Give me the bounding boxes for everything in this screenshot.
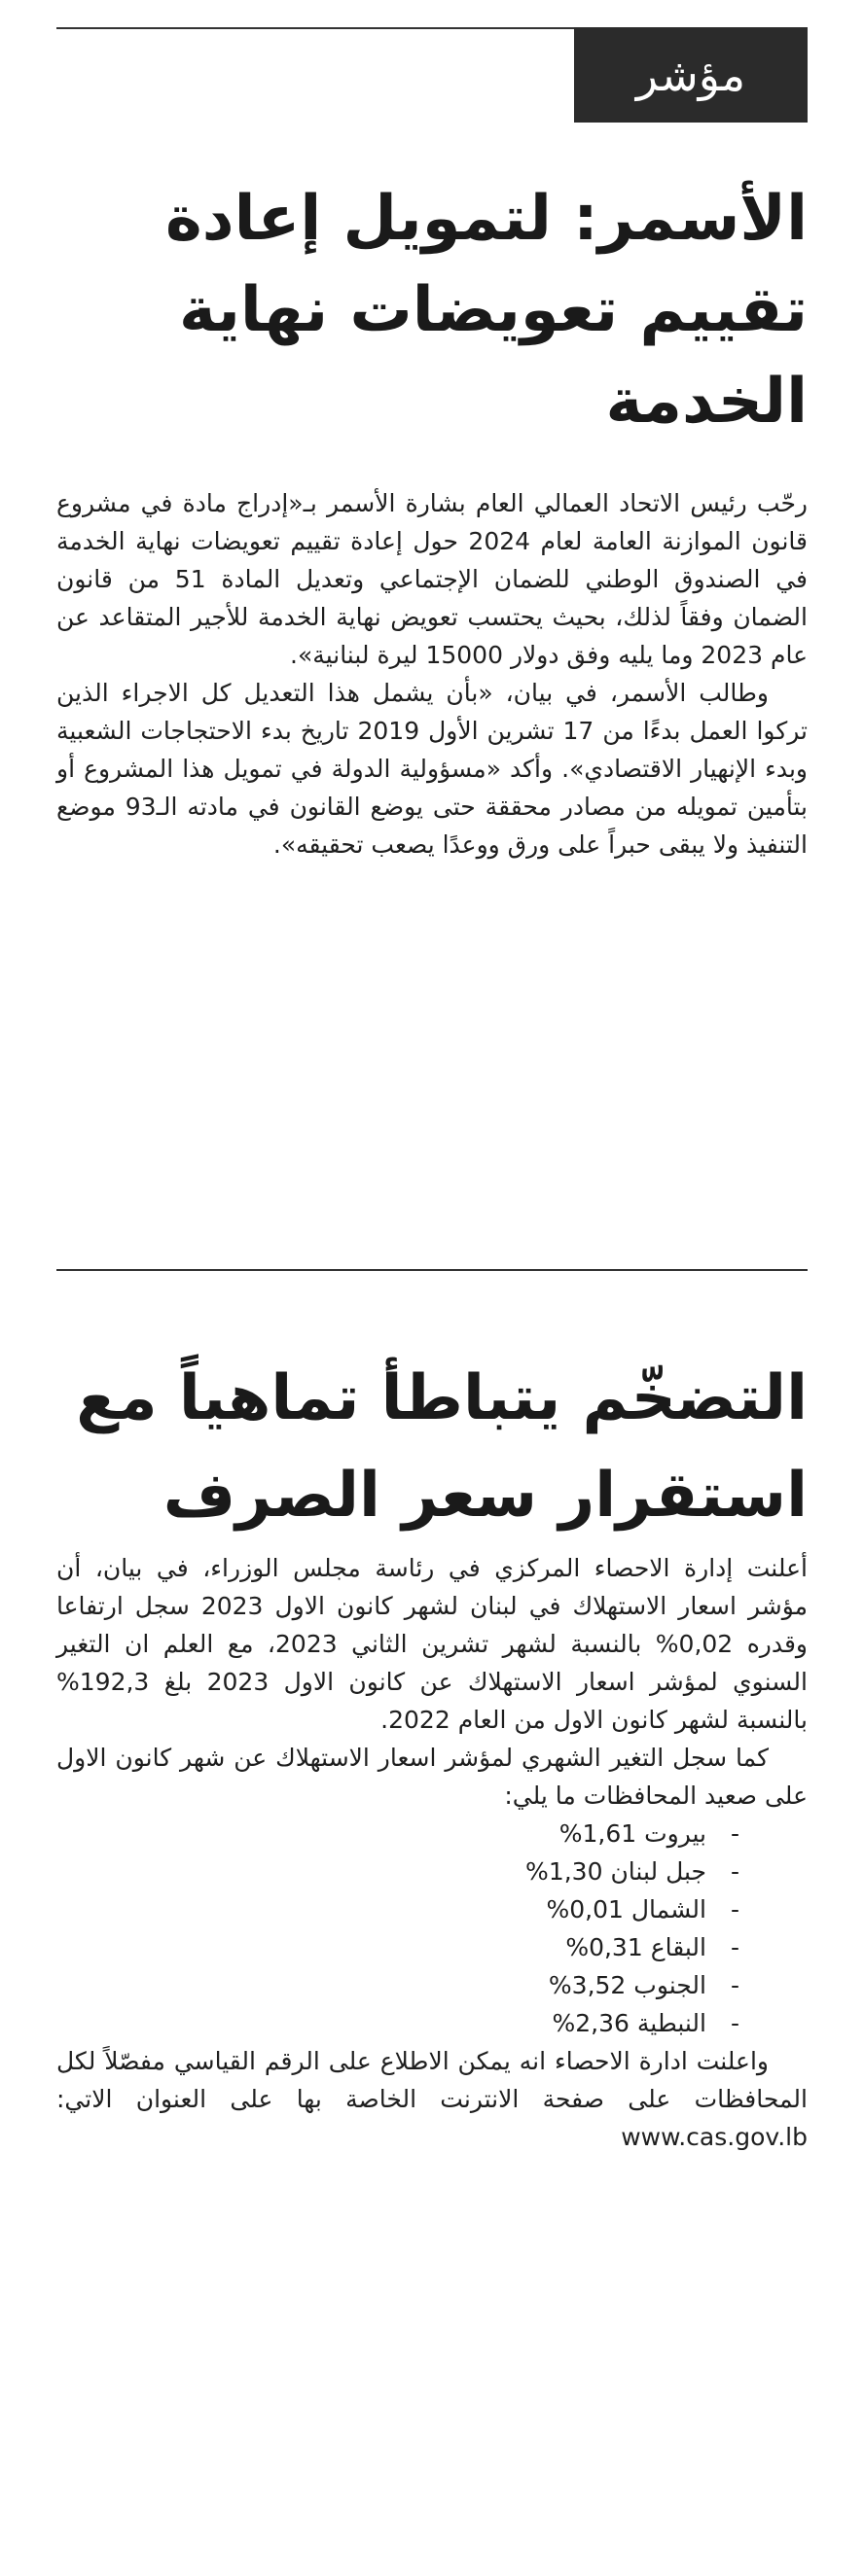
dash-bullet: - <box>730 1895 739 1923</box>
governorate-name: النبطية <box>636 2009 706 2037</box>
section-tag: مؤشر <box>574 27 808 123</box>
dash-bullet: - <box>730 1819 739 1848</box>
article1-paragraph-1: رحّب رئيس الاتحاد العمالي العام بشارة الأسمر بـ«إدراج مادة في مشروع قانون الموازنة العامة لعام 2024 حول إعادة تقييم تعويضات نهاية الخدمة في الصندوق الوطني للضمان الإجتماعي وتعديل المادة 51 من قانون الضمان وفقاً لذلك، بحيث يحتسب تعويض نهاية الخدمة للأجير المتقاعد عن عام 2023 وما يليه وفق دولار 15000 ليرة لبنانية». <box>56 489 808 669</box>
governorate-value: 2,36% <box>552 2009 630 2037</box>
governorate-item <box>56 1853 739 1890</box>
article2-headline: التضخّم يتباطأ تماهياً مع استقرار سعر الصرف <box>76 1362 808 1532</box>
article2-paragraph-2: كما سجل التغير الشهري لمؤشر اسعار الاستهلاك عن شهر كانون الاول على صعيد المحافظات ما يلي: <box>56 1744 808 1810</box>
dash-bullet: - <box>730 1857 739 1886</box>
article2-body <box>56 1549 808 2156</box>
newspaper-page <box>56 27 808 2576</box>
governorate-item <box>56 1890 739 1928</box>
governorate-value: 0,31% <box>565 1933 643 1961</box>
article2-paragraph-3 <box>56 2042 808 2156</box>
governorate-item <box>56 1928 739 1966</box>
governorate-item <box>56 1815 739 1853</box>
dash-bullet: - <box>730 2009 739 2037</box>
governorate-value: 3,52% <box>548 1971 627 1999</box>
governorate-value: 1,61% <box>558 1819 637 1848</box>
governorate-item <box>56 1966 739 2004</box>
article1-paragraph-2: وطالب الأسمر، في بيان، «بأن يشمل هذا التعديل كل الاجراء الذين تركوا العمل بدءًا من 17 تشرين الأول 2019 تاريخ بدء الاحتجاجات الشعبية وبدء الإنهيار الاقتصادي». وأكد «مسؤولية الدولة في تمويل هذا المشروع أو بتأمين تمويله من مصادر محققة حتى يوضع القانون في مادته الـ93 موضع التنفيذ ولا يبقى حبراً على ورق ووعدًا يصعب تحقيقه». <box>56 679 808 859</box>
article-divider <box>56 1269 808 1271</box>
governorate-value: 1,30% <box>525 1857 603 1886</box>
dash-bullet: - <box>730 1971 739 1999</box>
governorate-name: جبل لبنان <box>610 1857 706 1886</box>
governorate-list <box>56 1815 808 2042</box>
governorate-name: الجنوب <box>633 1971 706 1999</box>
article2-paragraph-3-text: واعلنت ادارة الاحصاء انه يمكن الاطلاع على الرقم القياسي مفصّلاً لكل المحافظات على صفحة الانترنت الخاصة بها على العنوان الاتي: <box>56 2047 808 2113</box>
governorate-name: بيروت <box>644 1819 706 1848</box>
dash-bullet: - <box>730 1933 739 1961</box>
governorate-value: 0,01% <box>546 1895 624 1923</box>
governorate-name: البقاع <box>650 1933 706 1961</box>
article2-paragraph-1: أعلنت إدارة الاحصاء المركزي في رئاسة مجلس الوزراء، في بيان، أن مؤشر اسعار الاستهلاك في لبنان لشهر كانون الاول 2023 سجل ارتفاعا وقدره 0,02% بالنسبة لشهر تشرين الثاني 2023، مع العلم ان التغير السنوي لمؤشر اسعار الاستهلاك عن كانون الاول 2023 بلغ 192,3% بالنسبة لشهر كانون الاول من العام 2022. <box>56 1554 809 1734</box>
article1-headline: الأسمر: لتمويل إعادة تقييم تعويضات نهاية الخدمة <box>164 183 808 438</box>
website-url: www.cas.gov.lb <box>621 2123 808 2151</box>
governorate-item <box>56 2004 739 2042</box>
article1-body <box>56 484 808 864</box>
governorate-name: الشمال <box>630 1895 706 1923</box>
